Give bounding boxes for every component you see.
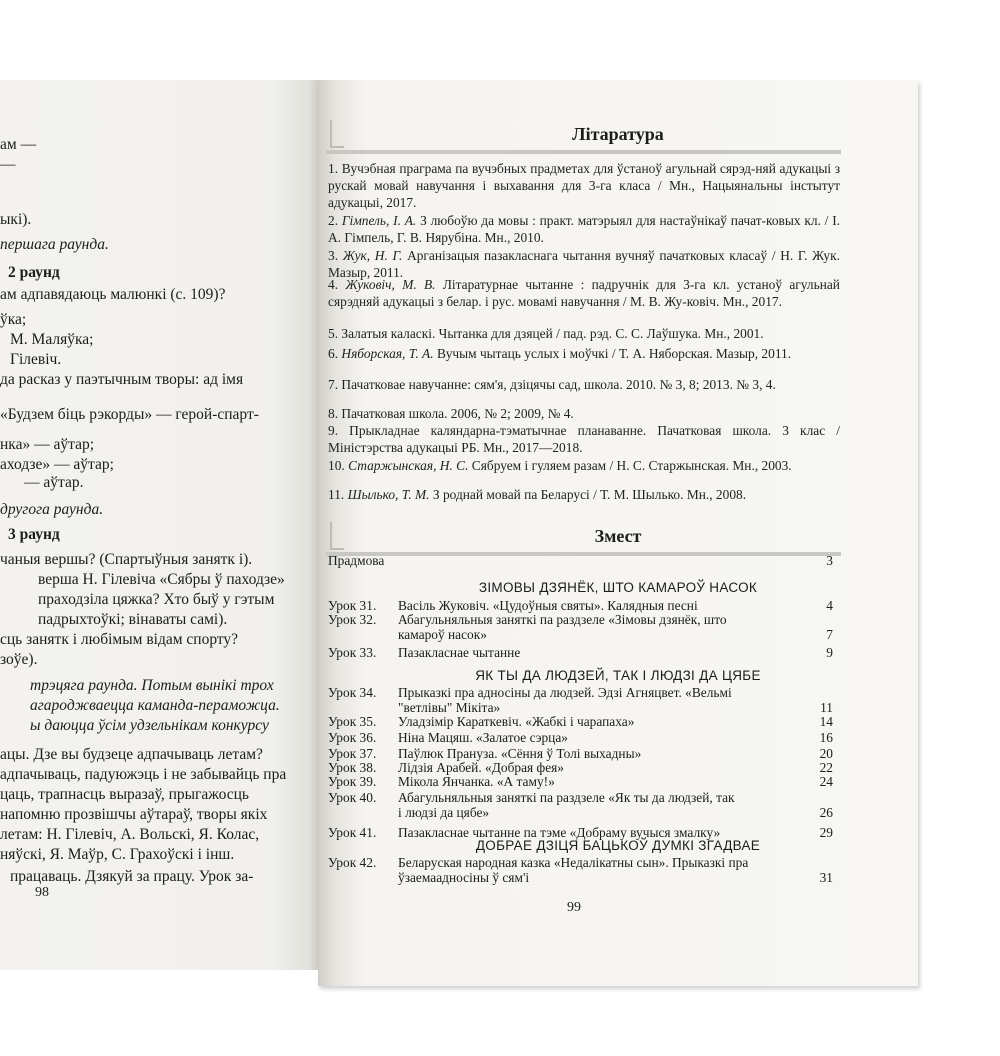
left-page-line	[0, 550, 252, 570]
toc-row	[328, 790, 833, 820]
toc-page-number: 29	[819, 825, 833, 840]
reference-number: 10.	[328, 458, 345, 473]
line-text: агароджваецца каманда-пераможца.	[30, 697, 280, 714]
contents-title: Змест	[594, 526, 642, 546]
line-text: — аўтар.	[24, 474, 84, 491]
left-page-line	[10, 350, 61, 370]
reference-item	[328, 345, 840, 362]
left-page-line	[0, 455, 114, 475]
toc-row	[328, 730, 833, 745]
left-page-line	[24, 473, 83, 493]
toc-section-heading: ЯК ТЫ ДА ЛЮДЗЕЙ, ТАК І ЛЮДЗІ ДА ЦЯБЕ	[475, 668, 761, 683]
left-page-line	[38, 570, 285, 590]
left-page-line	[30, 696, 280, 716]
literature-title: Літаратура	[572, 124, 664, 144]
toc-entry-title: ўзаемаадносіны ў сям'і	[398, 870, 530, 885]
toc-row	[328, 612, 833, 642]
reference-author: Старжынская, Н. С.	[348, 458, 469, 473]
toc-row	[328, 746, 833, 761]
toc-lesson-number: Урок 41.	[328, 825, 377, 840]
reference-item	[328, 212, 840, 246]
toc-entry-title: Пазакласнае чытанне	[398, 645, 521, 660]
reference-text: Прыкладнае каляндарна-тэматычнае планаванне. Пачатковая школа. 3 клас / Міністэрства адукацыі РБ. Мн., 2017—2018.	[328, 423, 840, 455]
toc-row	[328, 774, 833, 789]
toc-entry-title: Уладзімір Караткевіч. «Жабкі і чарапаха»	[398, 714, 635, 729]
toc-page-number: 11	[820, 700, 833, 715]
left-page-line	[0, 370, 243, 390]
toc-entry-title: "ветлівы" Мікіта»	[398, 700, 501, 715]
toc-lesson-number: Урок 31.	[328, 598, 377, 613]
left-page-line	[30, 676, 274, 696]
reference-number: 3.	[328, 248, 339, 263]
left-page-line	[0, 765, 286, 785]
reference-text: З любоўю да мовы : практ. матэрыял для настаўнікаў пачат-ковых кл. / І. А. Гімпель, Г. В. Нярубіна. Мн., 2010.	[328, 213, 841, 245]
line-text: да расказ у паэтычным творы: ад імя	[0, 371, 244, 388]
reference-item	[328, 486, 840, 503]
line-text: М. Маляўка;	[10, 331, 94, 348]
toc-entry-title: Беларуская народная казка «Недалікатны сын». Прыказкі пра	[398, 855, 749, 870]
left-page-line	[0, 630, 238, 650]
toc-entry-title: Паўлюк Прануза. «Сёння ў Толі выхадны»	[398, 746, 642, 761]
line-text: 2 раунд	[8, 264, 60, 281]
toc-lesson-number: Урок 39.	[328, 774, 377, 789]
toc-lesson-number: Урок 38.	[328, 760, 377, 775]
toc-section-heading: ДОБРАЕ ДЗІЦЯ БАЦЬКОЎ ДУМКІ ЗГАДВАЕ	[475, 838, 761, 853]
reference-number: 8.	[328, 406, 339, 421]
reference-text: З роднай мовай па Беларусі / Т. М. Шылько. Мн., 2008.	[432, 487, 747, 502]
left-page-line	[0, 135, 36, 155]
left-page-line	[0, 745, 263, 765]
left-page-line	[0, 435, 94, 455]
line-text: трэцяга раунда. Потым вынікі трох	[30, 677, 274, 694]
line-text: адпачываць, падуюжэць і не забывайць пра	[0, 766, 287, 783]
line-text: летам: Н. Гілевіч, А. Вольскі, Я. Колас,	[0, 826, 260, 843]
toc-entry-title: Мікола Янчанка. «А таму!»	[398, 774, 555, 789]
page-number-right: 99	[567, 900, 581, 915]
line-text: цаць, трапнасць выразаў, прыгажосць	[0, 786, 249, 803]
reference-item	[328, 160, 840, 211]
reference-text: Сябруем і гуляем разам / Н. С. Старжынская. Мн., 2003.	[471, 458, 792, 473]
reference-number: 7.	[328, 377, 339, 392]
left-page-line	[0, 405, 259, 425]
reference-item	[328, 376, 840, 393]
left-page-line	[0, 310, 26, 330]
toc-page-number: 7	[826, 627, 833, 642]
toc-entry-title: Абагульняльныя заняткі па раздзеле «Зімовы дзянёк, што	[398, 612, 727, 627]
reference-text: Літаратурнае чытанне : падручнік для 3-га кл. устаноў агульнай сярэдняй адукацыі з белар. і рус. мовамі навучання / М. В. Жу-ковіч. Мн., 2017.	[328, 277, 840, 309]
left-page-line	[38, 610, 227, 630]
toc-page-number: 22	[819, 760, 833, 775]
reference-author: Гімпель, І. А.	[341, 213, 417, 228]
line-text: працаваць. Дзякуй за працу. Урок за-	[10, 868, 254, 885]
toc-lesson-number: Урок 37.	[328, 746, 377, 761]
line-text: Гілевіч.	[10, 351, 62, 368]
toc-entry-title: Васіль Жуковіч. «Цудоўныя святы». Калядныя песні	[398, 598, 698, 613]
left-page-line	[0, 285, 225, 305]
toc-page-number: 9	[826, 645, 833, 660]
line-text: другога раунда.	[0, 501, 104, 518]
toc-lesson-number: Урок 34.	[328, 685, 377, 700]
toc-lesson-number: Урок 32.	[328, 612, 377, 627]
toc-entry-title: і людзі да цябе»	[398, 805, 490, 820]
toc-page-number: 24	[819, 774, 833, 789]
left-page-line	[0, 805, 267, 825]
line-text: першага раунда.	[0, 236, 109, 253]
left-page-line	[8, 263, 60, 283]
toc-entry-title: Пазакласнае чытанне па тэме «Добраму вучыся змалку»	[398, 825, 721, 840]
line-text: нка» — аўтар;	[0, 436, 94, 453]
toc-page-number: 26	[819, 805, 833, 820]
left-page-line	[0, 650, 37, 670]
toc-row	[328, 855, 833, 885]
left-page-line	[0, 825, 259, 845]
line-text: ацы. Дзе вы будзеце адпачываць летам?	[0, 746, 263, 763]
reference-item	[328, 405, 840, 422]
line-text: няўскі, Я. Маўр, С. Грахоўскі і інш.	[0, 846, 235, 863]
line-text: верша Н. Гілевіча «Сябры ў паходзе»	[38, 571, 285, 588]
line-text: падрыхтоўкі; вінаваты самі).	[38, 611, 228, 628]
toc-page-number: 3	[826, 553, 833, 568]
reference-author: Няборская, Т. А.	[341, 346, 434, 361]
toc-page-number: 16	[819, 730, 833, 745]
line-text: напомню прозвішчы аўтараў, творы якіх	[0, 806, 268, 823]
left-page-line	[10, 867, 253, 887]
toc-lesson-number: Урок 36.	[328, 730, 377, 745]
line-text: чаныя вершы? (Спартыўныя занятк і).	[0, 551, 253, 568]
line-text: —	[0, 156, 16, 173]
reference-number: 6.	[328, 346, 339, 361]
line-text: зоўе).	[0, 651, 38, 668]
toc-entry-title: Абагульняльныя заняткі па раздзеле «Як ты да людзей, так	[398, 790, 735, 805]
reference-text: Залатыя каласкі. Чытанка для дзяцей / пад. рэд. С. С. Лаўшука. Мн., 2001.	[341, 326, 764, 341]
reference-author: Жуковіч, М. В.	[345, 277, 436, 292]
line-text: ыкі).	[0, 211, 32, 228]
left-page-line	[0, 155, 16, 175]
left-page-line	[0, 500, 103, 520]
toc-row	[328, 714, 833, 729]
toc-row	[328, 553, 833, 568]
toc-lesson-number: Урок 35.	[328, 714, 377, 729]
toc-row	[328, 760, 833, 775]
line-text: ам —	[0, 136, 37, 153]
reference-item	[328, 325, 840, 342]
reference-number: 9.	[328, 423, 339, 438]
line-text: сць занятк і любімым відам спорту?	[0, 631, 239, 648]
left-page-line	[0, 785, 249, 805]
line-text: праходзіла цяжка? Хто быў у гэтым	[38, 591, 275, 608]
reference-text: Пачатковае навучанне: сям'я, дзіцячы сад, школа. 2010. № 3, 8; 2013. № 3, 4.	[341, 377, 776, 392]
reference-item	[328, 457, 840, 474]
reference-number: 5.	[328, 326, 339, 341]
toc-row	[328, 645, 833, 660]
reference-text: Вучым чытаць услых і моўчкі / Т. А. Няборская. Мазыр, 2011.	[436, 346, 792, 361]
line-text: «Будзем біць рэкорды» — герой-спарт-	[0, 406, 259, 423]
right-page	[318, 80, 918, 986]
line-text: ы даюцца ўсім удзельнікам конкурсу	[30, 717, 269, 734]
page-number-left: 98	[35, 885, 49, 900]
reference-text: Пачатковая школа. 2006, № 2; 2009, № 4.	[341, 406, 574, 421]
toc-section-heading: ЗІМОВЫ ДЗЯНЁК, ШТО КАМАРОЎ НАСОК	[478, 580, 758, 595]
line-text: 3 раунд	[8, 526, 60, 543]
reference-author: Жук, Н. Г.	[342, 248, 403, 263]
left-page-line	[10, 330, 93, 350]
line-text: ўка;	[0, 311, 27, 328]
toc-entry-title: Ніна Мацяш. «Залатое сэрца»	[398, 730, 568, 745]
reference-text: Вучэбная праграма па вучэбных прадметах для ўстаноў агульнай сярэд-няй адукацыі з рускай мовай навучання і выхавання для 3-га класа / Мн., Нацыянальны інстытут адукацыі, 2017.	[328, 161, 840, 210]
reference-number: 2.	[328, 213, 339, 228]
reference-author: Шылько, Т. М.	[347, 487, 430, 502]
left-page-line	[30, 716, 269, 736]
left-page-line	[0, 210, 31, 230]
toc-entry-title: Прыказкі пра адносіны да людзей. Эдзі Агняцвет. «Вельмі	[398, 685, 732, 700]
line-text: аходзе» — аўтар;	[0, 456, 114, 473]
reference-number: 11.	[328, 487, 345, 502]
reference-number: 1.	[328, 161, 339, 176]
toc-row	[328, 598, 833, 613]
reference-item	[328, 422, 840, 456]
toc-row	[328, 685, 833, 715]
toc-entry-title: камароў насок»	[398, 627, 487, 642]
reference-text: Арганізацыя пазакласнага чытання вучняў пачатковых класаў / Н. Г. Жук. Мазыр, 2011.	[328, 248, 840, 280]
toc-lesson-number: Урок 40.	[328, 790, 377, 805]
line-text: ам адпавядаюць малюнкі (с. 109)?	[0, 286, 226, 303]
toc-lesson-number: Урок 42.	[328, 855, 377, 870]
toc-entry-title: Прадмова	[328, 553, 385, 568]
toc-page-number: 20	[819, 746, 833, 761]
left-page-line	[0, 845, 234, 865]
reference-number: 4.	[328, 277, 339, 292]
toc-page-number: 4	[826, 598, 833, 613]
left-page-line	[38, 590, 274, 610]
toc-entry-title: Лідзія Арабей. «Добрая фея»	[398, 760, 565, 775]
toc-lesson-number: Урок 33.	[328, 645, 377, 660]
left-page	[0, 80, 318, 970]
left-page-line	[0, 235, 109, 255]
toc-page-number: 14	[819, 714, 833, 729]
reference-item	[328, 276, 840, 310]
left-page-line	[8, 525, 60, 545]
toc-page-number: 31	[819, 870, 833, 885]
